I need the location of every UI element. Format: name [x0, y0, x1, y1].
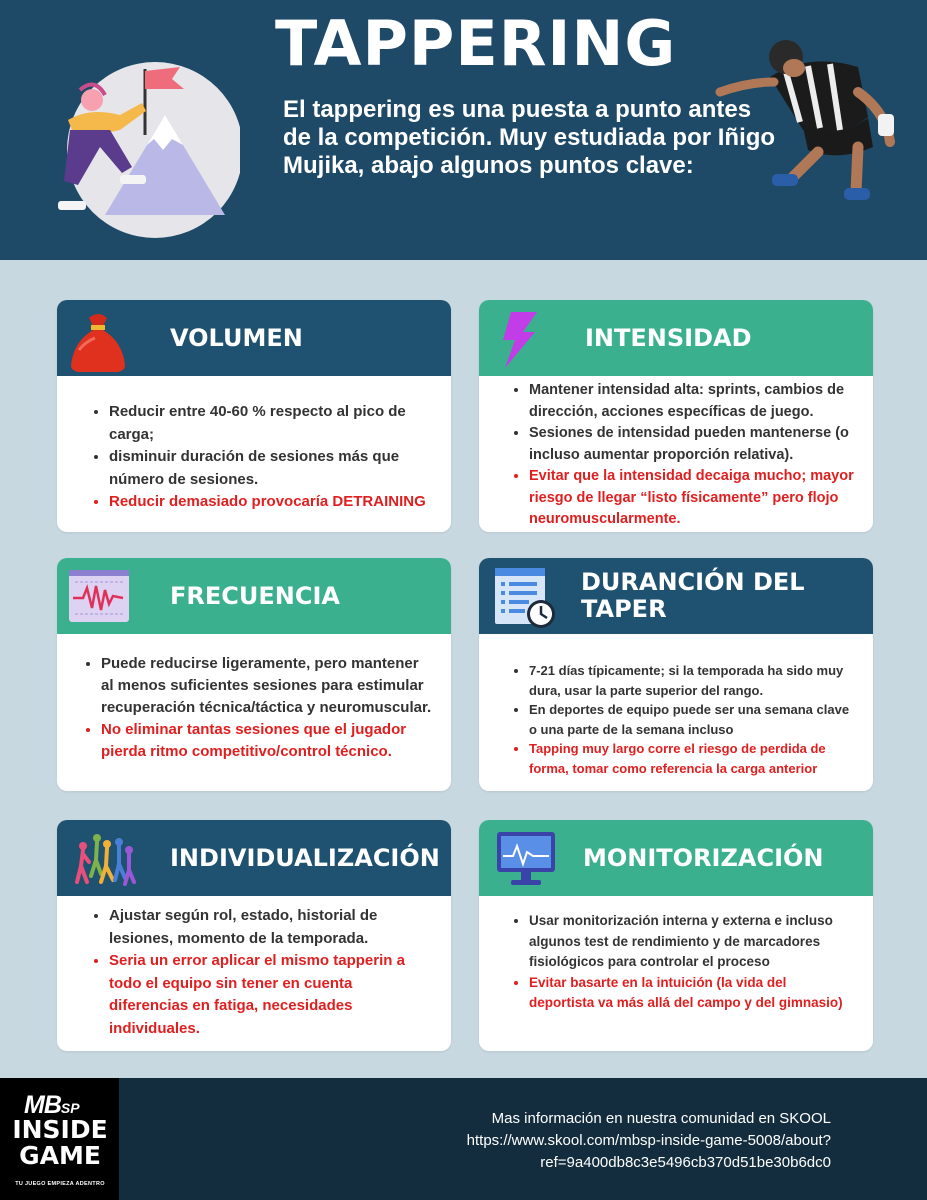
logo-mb: MBSP [24, 1091, 80, 1119]
list-item: • disminuir duración de sesiones más que número de sesiones. [109, 446, 433, 491]
card-title: DURANCIÓN DEL TAPER [581, 568, 805, 623]
header-banner [0, 0, 927, 260]
card-body [57, 376, 451, 532]
card-title: VOLUMEN [170, 323, 303, 352]
card-body [57, 896, 451, 1051]
card-monitorizacion [479, 820, 873, 1051]
card-body [479, 896, 873, 1051]
card-frecuencia [57, 558, 451, 791]
people-group-icon [71, 826, 137, 892]
card-body [479, 376, 873, 532]
footer-link-ref[interactable]: ref=9a400db8c3e5496cb370d51be30b6dc0 [540, 1154, 831, 1171]
card-body [479, 634, 873, 791]
card-title: FRECUENCIA [170, 581, 340, 610]
list-item: • Sesiones de intensidad pueden mantenerse (o incluso aumentar proporción relativa). [529, 423, 855, 466]
bullet-list [479, 376, 873, 531]
rugby-player-photo [708, 22, 913, 212]
list-item: • Reducir entre 40-60 % respecto al pico de carga; [109, 401, 433, 446]
logo-tagline: TU JUEGO EMPIEZA ADENTRO [15, 1181, 105, 1187]
list-item: • Ajustar según rol, estado, historial de lesiones, momento de la temporada. [109, 905, 433, 950]
card-title: INTENSIDAD [585, 323, 752, 352]
warning-item: • Evitar que la intensidad decaiga mucho; mayor riesgo de llegar “listo físicamente” pero flojo neuromuscularmente. [529, 466, 855, 531]
page-subtitle: El tappering es una puesta a punto antes de la competición. Muy estudiada por Iñigo Mujika, abajo algunos puntos clave: [283, 96, 776, 179]
warning-item: • Reducir demasiado provocaría DETRAINING [109, 491, 433, 514]
list-item: • Puede reducirse ligeramente, pero mantener al menos suficientes sesiones para estimular recuperación técnica/táctica y neuromuscular. [101, 653, 433, 719]
card-body [57, 634, 451, 791]
money-bag-icon [65, 306, 131, 372]
bullet-list [57, 896, 451, 1040]
warning-item: • Evitar basarte en la intuición (la vida del deportista va más allá del campo y del gimnasio) [529, 973, 855, 1014]
card-title: MONITORIZACIÓN [583, 843, 824, 872]
card-title: INDIVIDUALIZACIÓN [170, 843, 440, 872]
brand-logo [0, 1078, 119, 1200]
bullet-list [479, 634, 873, 778]
card-header [57, 300, 451, 376]
monitor-chart-icon [493, 826, 559, 892]
card-duracion-taper [479, 558, 873, 791]
card-header [57, 820, 451, 896]
footer-info [467, 1108, 831, 1174]
logo-line-inside: INSIDE [12, 1115, 108, 1144]
list-item: • Mantener intensidad alta: sprints, cambios de dirección, acciones específicas de juego. [529, 380, 855, 423]
card-header [57, 558, 451, 634]
page-title: TAPPERING [275, 7, 677, 80]
card-volumen [57, 300, 451, 532]
card-intensidad [479, 300, 873, 532]
schedule-clock-icon [491, 564, 557, 630]
list-item: • 7-21 días típicamente; si la temporada ha sido muy dura, usar la parte superior del rango. [529, 661, 855, 700]
footer-link[interactable]: https://www.skool.com/mbsp-inside-game-5008/about? [466, 1132, 831, 1149]
footer [0, 1078, 927, 1200]
card-header [479, 820, 873, 896]
list-item: • En deportes de equipo puede ser una semana clave o una parte de la semana incluso [529, 700, 855, 739]
bullet-list [57, 634, 451, 763]
card-header [479, 300, 873, 376]
warning-item: • Tapping muy largo corre el riesgo de perdida de forma, tomar como referencia la carga anterior [529, 739, 855, 778]
lightning-bolt-icon [487, 306, 553, 372]
bullet-list [57, 376, 451, 514]
warning-item: • No eliminar tantas sesiones que el jugador pierda ritmo competitivo/control técnico. [101, 719, 433, 763]
footer-info-text: Mas información en nuestra comunidad en SKOOL [491, 1110, 831, 1127]
list-item: • Usar monitorización interna y externa e incluso algunos test de rendimiento y de marcadores fisiológicos para controlar el proceso [529, 911, 855, 973]
mountain-climber-illustration [50, 55, 240, 240]
warning-item: • Seria un error aplicar el mismo tapperin a todo el equipo sin tener en cuenta diferencias en fatiga, necesidades individuales. [109, 950, 433, 1040]
bullet-list [479, 896, 873, 1014]
waveform-monitor-icon [65, 564, 131, 630]
card-header [479, 558, 873, 634]
card-individualizacion [57, 820, 451, 1051]
logo-line-game: GAME [19, 1141, 101, 1170]
